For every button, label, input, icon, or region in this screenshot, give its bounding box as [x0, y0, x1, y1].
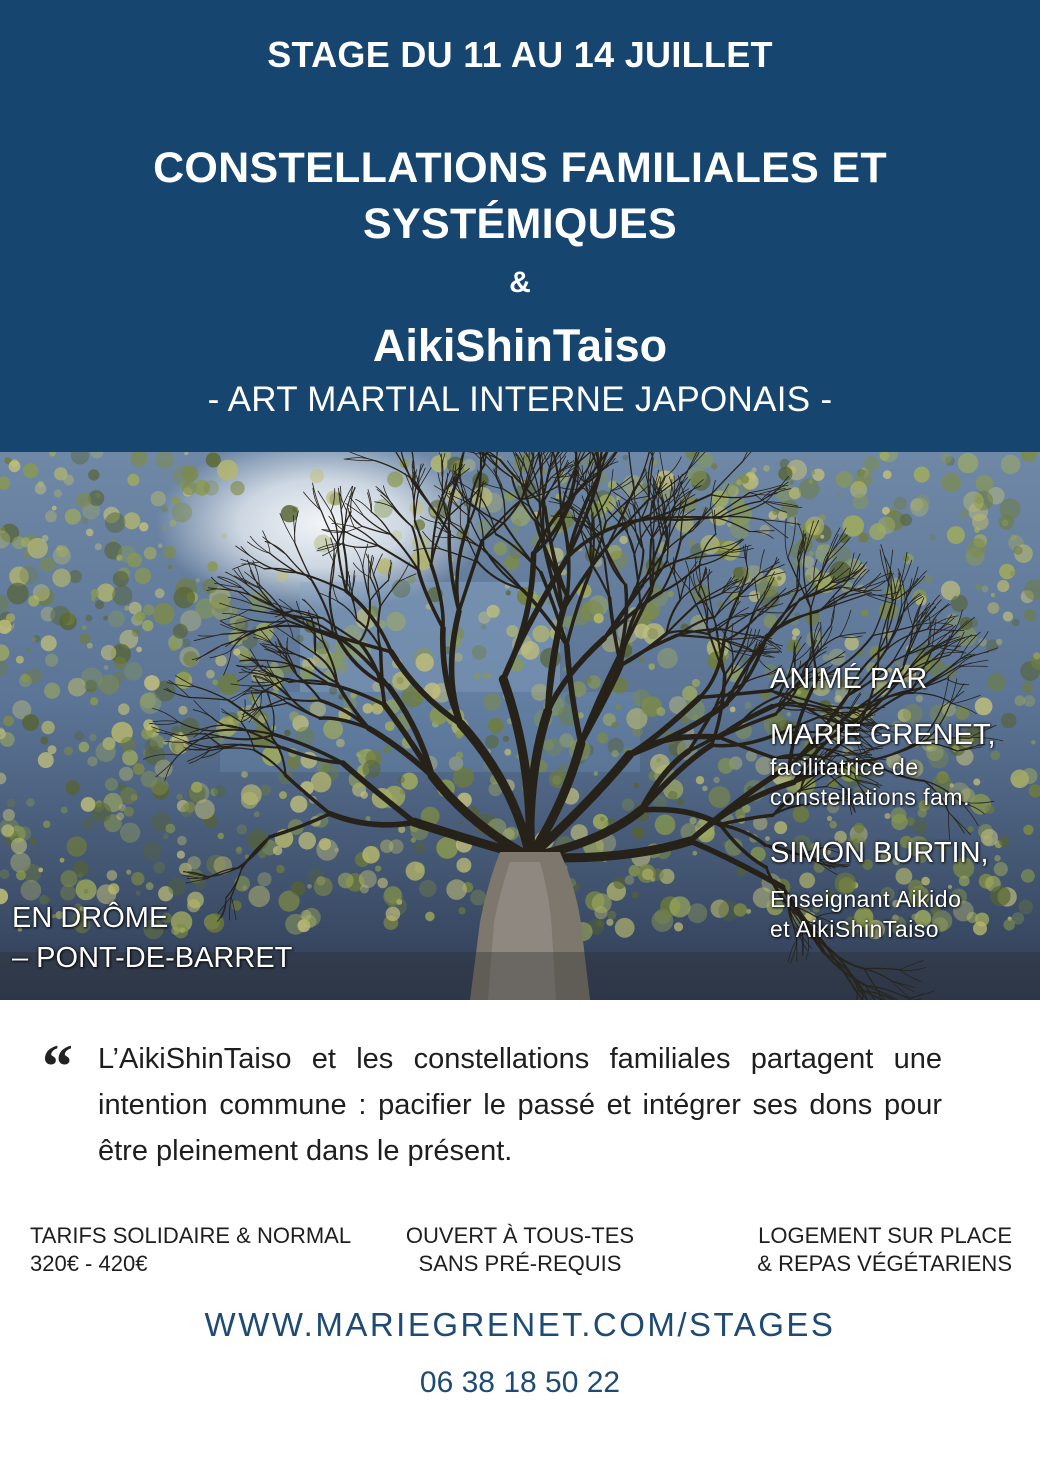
quote-text: L’AikiShinTaiso et les constellations familiales partagent une intention commune : pacifier le passé et intégrer ses dons pour être pleinement dans le présent.	[98, 1043, 942, 1167]
pricing-values: 320€ - 420€	[30, 1251, 148, 1276]
facilitator-1-role-line2: constellations fam.	[770, 784, 970, 810]
discipline-subtitle: - ART MARTIAL INTERNE JAPONAIS -	[207, 380, 833, 419]
location	[12, 898, 292, 978]
facilitator-2-role-line1: Enseignant Aikido	[770, 886, 962, 912]
meals-label: & REPAS VÉGÉTARIENS	[757, 1251, 1012, 1276]
website-link[interactable]: WWW.MARIEGRENET.COM/STAGES	[204, 1306, 836, 1343]
facilitators-block	[770, 662, 1035, 944]
access-label: OUVERT À TOUS-TES	[405, 1223, 635, 1248]
header-band	[0, 0, 1040, 452]
location-town: – PONT-DE-BARRET	[12, 942, 293, 974]
facilitator-2-name: SIMON BURTIN,	[770, 837, 989, 869]
pricing-label: TARIFS SOLIDAIRE & NORMAL	[30, 1223, 352, 1248]
access-info	[360, 1222, 680, 1278]
animated-by-label: ANIMÉ PAR	[770, 663, 928, 695]
ampersand: &	[509, 266, 531, 299]
lodging-info	[690, 1222, 1012, 1278]
pricing-info	[30, 1222, 390, 1278]
stage-dates: STAGE DU 11 AU 14 JUILLET	[267, 34, 773, 75]
discipline-title: AikiShinTaiso	[372, 320, 668, 371]
location-region: EN DRÔME	[12, 902, 169, 934]
facilitator-1-name: MARIE GRENET,	[770, 719, 996, 751]
phone-number[interactable]: 06 38 18 50 22	[419, 1366, 621, 1399]
quote-mark-icon: “	[42, 1033, 73, 1101]
facilitator-2-role-line2: et AikiShinTaiso	[770, 916, 940, 942]
access-requirements: SANS PRÉ-REQUIS	[418, 1251, 622, 1276]
lodging-label: LOGEMENT SUR PLACE	[758, 1223, 1012, 1248]
quote-section	[0, 1000, 1040, 1180]
tree-photo	[0, 452, 1040, 1000]
main-title: CONSTELLATIONS FAMILIALES ET SYSTÉMIQUES	[153, 144, 887, 248]
facilitator-1-role-line1: facilitatrice de	[770, 754, 919, 780]
